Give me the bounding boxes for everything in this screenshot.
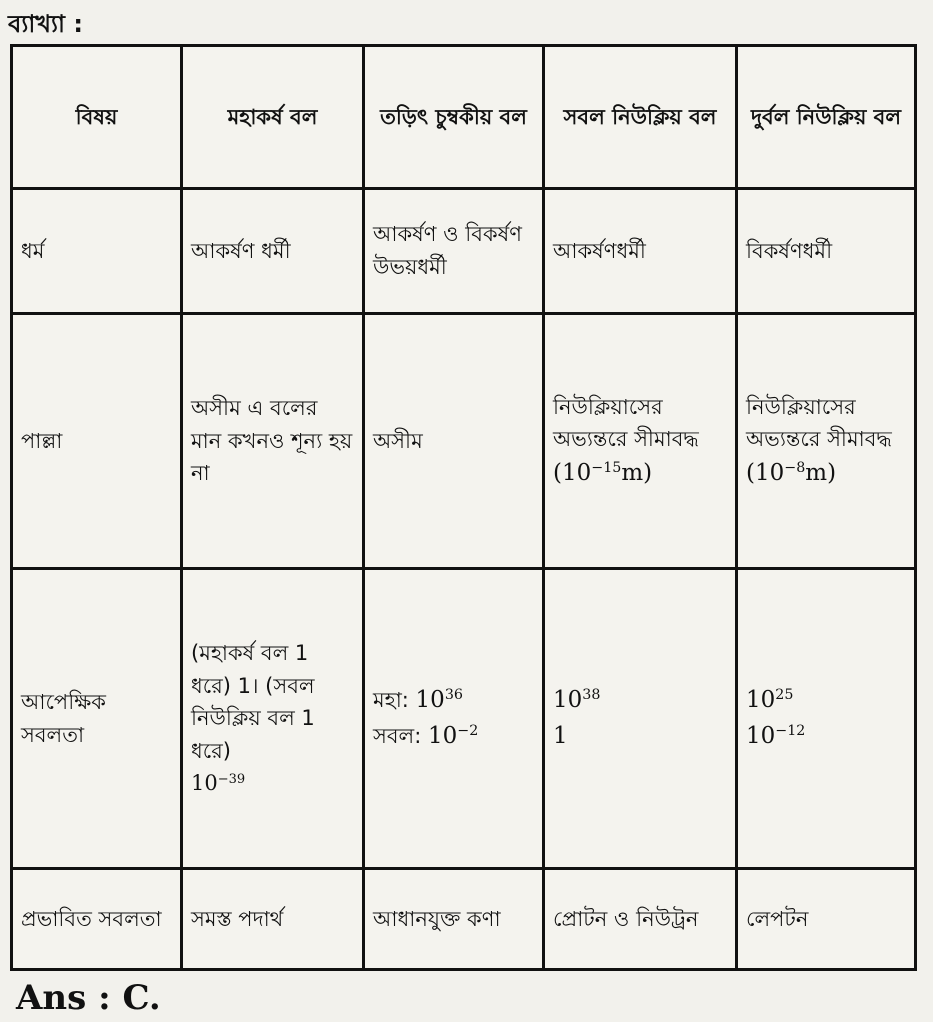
cell-strength-weak — [737, 569, 916, 869]
strength-em-exponent1: 36 — [444, 687, 463, 704]
cell-strength-gravity — [182, 569, 364, 869]
strength-em-label2: সবল: — [373, 723, 422, 748]
forces-comparison-table — [10, 44, 917, 971]
cell-range-gravity: অসীম এ বলের মান কখনও শূন্য হয় না — [182, 314, 364, 569]
strength-em-label1: মহা: — [373, 687, 409, 712]
range-strong-unit: m) — [621, 459, 653, 486]
cell-affected-weak: লেপটন — [737, 869, 916, 970]
cell-nature-em: আকর্ষণ ও বিকর্ষণ উভয়ধর্মী — [364, 189, 544, 314]
row-label-nature: ধর্ম — [12, 189, 182, 314]
explanation-heading: ব্যাখ্যা : — [8, 10, 83, 38]
cell-nature-strong: আকর্ষণধর্মী — [544, 189, 737, 314]
strength-weak-base1: 10 — [746, 686, 776, 713]
strength-em-line1 — [373, 683, 534, 719]
answer-text: Ans : C. — [16, 978, 161, 1018]
header-strong-nuclear: সবল নিউক্লিয় বল — [544, 46, 737, 189]
table-row-nature — [12, 189, 916, 314]
cell-nature-weak: বিকর্ষণধর্মী — [737, 189, 916, 314]
strength-strong-base1: 10 — [553, 686, 583, 713]
header-subject: বিষয় — [12, 46, 182, 189]
strength-gravity-value — [191, 767, 354, 800]
strength-gravity-base: 10 — [191, 771, 218, 796]
header-gravity: মহাকর্ষ বল — [182, 46, 364, 189]
range-strong-text: নিউক্লিয়াসের অভ্যন্তরে সীমাবদ্ধ — [553, 394, 699, 452]
strength-strong-exponent1: 38 — [582, 687, 601, 704]
strength-em-exponent2: −2 — [457, 722, 479, 739]
cell-strength-em — [364, 569, 544, 869]
cell-range-weak — [737, 314, 916, 569]
range-weak-text: নিউক্লিয়াসের অভ্যন্তরে সীমাবদ্ধ — [746, 394, 892, 452]
strength-em-value2 — [428, 723, 478, 749]
row-label-relative-strength: আপেক্ষিক সবলতা — [12, 569, 182, 869]
row-label-range: পাল্লা — [12, 314, 182, 569]
strength-weak-exponent2: −12 — [775, 722, 806, 739]
cell-range-em: অসীম — [364, 314, 544, 569]
table-row-relative-strength — [12, 569, 916, 869]
table-row-range — [12, 314, 916, 569]
cell-affected-gravity: সমস্ত পদার্থ — [182, 869, 364, 970]
range-weak-exponent: −8 — [784, 459, 806, 476]
header-weak-nuclear: দুর্বল নিউক্লিয় বল — [737, 46, 916, 189]
cell-nature-gravity: আকর্ষণ ধর্মী — [182, 189, 364, 314]
range-weak-value — [746, 456, 906, 492]
strength-gravity-exponent: −39 — [217, 772, 246, 788]
strength-gravity-text: (মহাকর্ষ বল 1 ধরে) 1। (সবল নিউক্লিয় বল 1 ধরে) — [191, 641, 315, 763]
range-strong-value — [553, 456, 727, 492]
strength-em-base2: 10 — [427, 722, 458, 749]
header-electromagnetic: তড়িৎ চুম্বকীয় বল — [364, 46, 544, 189]
table-row-affected — [12, 869, 916, 970]
strength-strong-value1 — [553, 683, 727, 719]
strength-em-base1: 10 — [415, 686, 445, 713]
strength-weak-value2 — [746, 719, 906, 755]
table-header-row — [12, 46, 916, 189]
range-strong-exponent: −15 — [591, 459, 622, 476]
range-weak-unit: m) — [805, 459, 837, 486]
strength-weak-exponent1: 25 — [775, 687, 794, 704]
range-weak-base: (10 — [746, 459, 785, 486]
range-strong-base: (10 — [553, 459, 592, 486]
strength-weak-value1 — [746, 683, 906, 719]
strength-em-line2 — [373, 719, 534, 755]
strength-weak-base2: 10 — [746, 722, 776, 749]
cell-range-strong — [544, 314, 737, 569]
cell-affected-em: আধানযুক্ত কণা — [364, 869, 544, 970]
cell-affected-strong: প্রোটন ও নিউট্রন — [544, 869, 737, 970]
row-label-affected: প্রভাবিত সবলতা — [12, 869, 182, 970]
strength-em-value1 — [416, 687, 463, 713]
strength-strong-value2: 1 — [553, 722, 568, 749]
cell-strength-strong — [544, 569, 737, 869]
